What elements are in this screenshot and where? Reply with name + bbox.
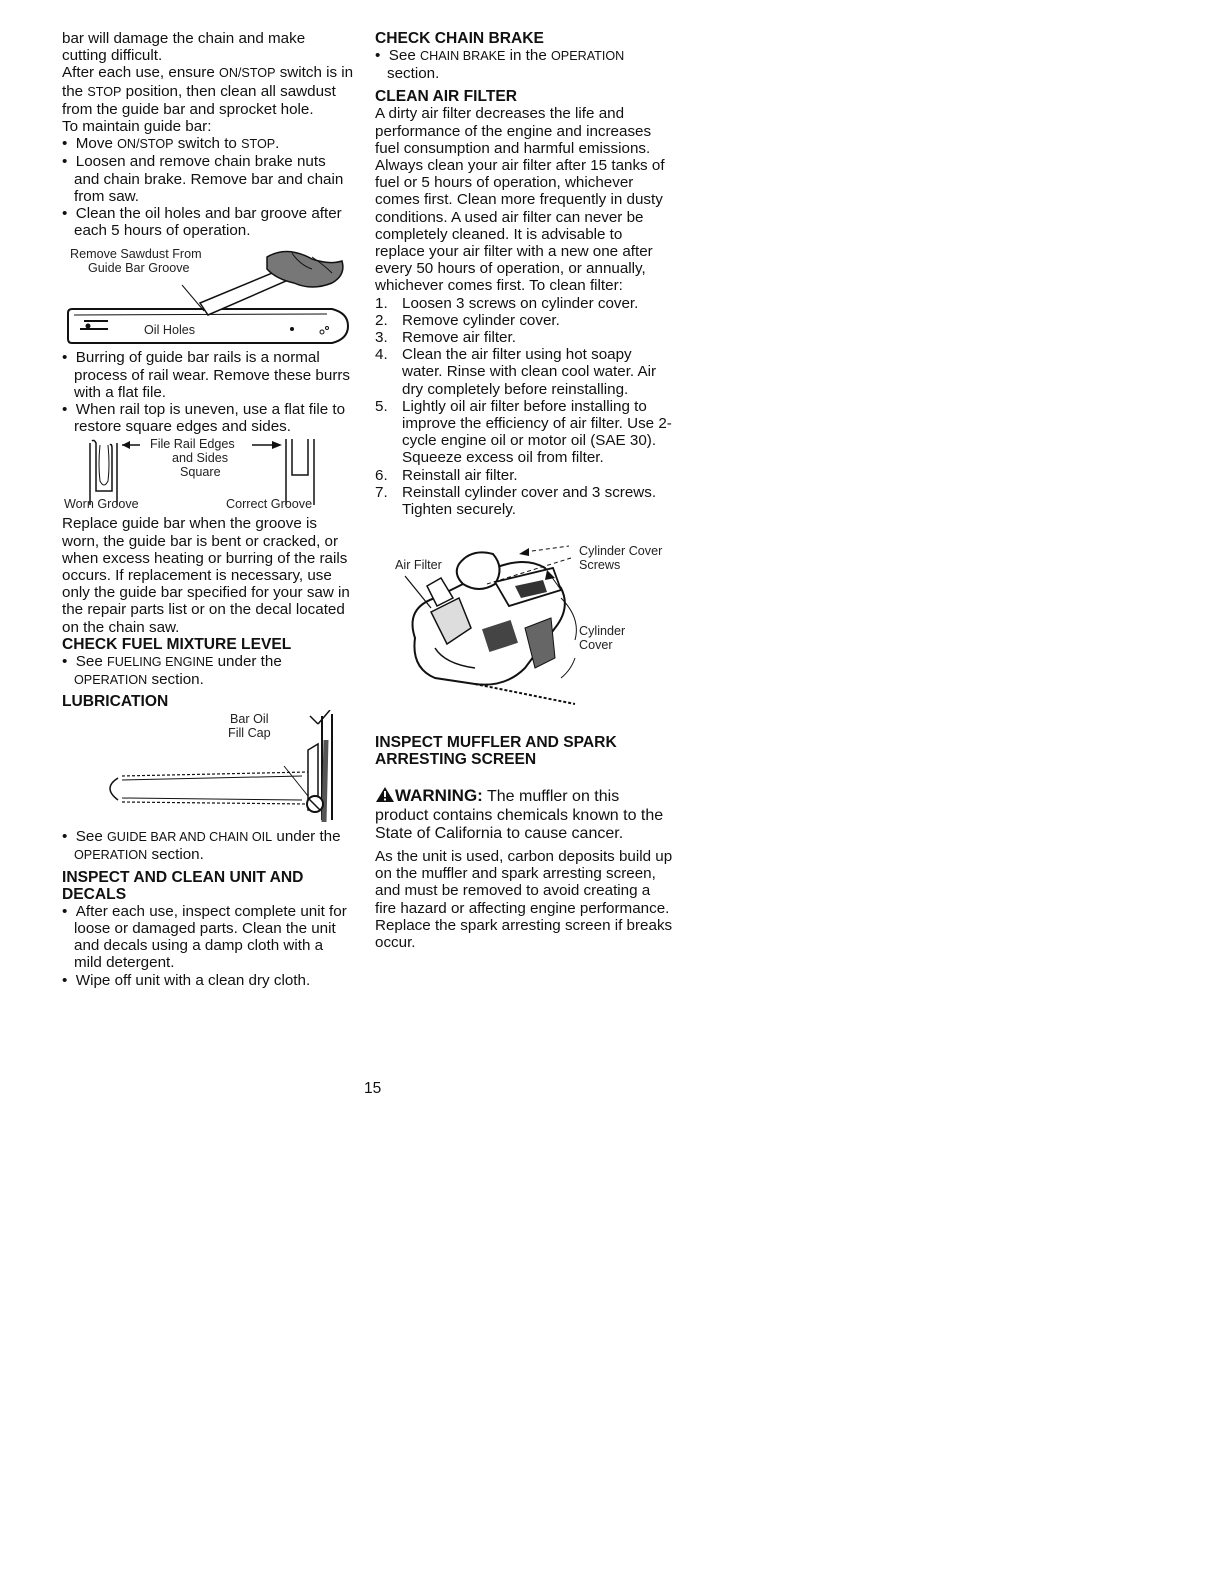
warning-icon <box>375 786 395 807</box>
warning-notice: WARNING: The muffler on this product contains chemicals known to the State of California to cause cancer. <box>375 786 664 842</box>
step-item: 1. Loosen 3 screws on cylinder cover. <box>375 294 639 312</box>
square-label: Square <box>180 465 221 480</box>
step-item: 4. Clean the air filter using hot soapy water. Rinse with clean cool water. Air dry completely before reinstalling. <box>375 346 657 398</box>
air-filter-label: Air Filter <box>395 558 442 573</box>
air-filter-steps <box>375 295 675 519</box>
bullet-move-switch: • Move ON/STOP switch to STOP. <box>62 135 280 153</box>
paragraph-replace-screen: Replace the spark arresting screen if breaks occur. <box>375 916 673 951</box>
heading-check-fuel: CHECK FUEL MIXTURE LEVEL <box>62 635 292 653</box>
oil-holes-label: Oil Holes <box>144 323 196 338</box>
heading-check-chain-brake: CHECK CHAIN BRAKE <box>375 30 544 47</box>
step-item: 6. Reinstall air filter. <box>375 466 518 484</box>
guide-bar-sawdust-figure <box>62 239 354 345</box>
fill-cap-label: Fill Cap <box>228 726 271 741</box>
bullet-wipe-unit: • Wipe off unit with a clean dry cloth. <box>62 971 311 989</box>
and-sides-label: and Sides <box>172 451 229 466</box>
bullet-rail-uneven: • When rail top is uneven, use a flat file to restore square edges and sides. <box>62 401 346 436</box>
page-number: 15 <box>364 1080 382 1097</box>
paragraph-carbon-deposits: As the unit is used, carbon deposits build up on the muffler and spark arresting screen, and must be removed to avoid creating a fire hazard or affecting engine performance. <box>375 847 673 917</box>
right-column <box>375 30 675 951</box>
heading-lubrication: LUBRICATION <box>62 693 169 711</box>
step-item: 3. Remove air filter. <box>375 329 516 347</box>
file-rail-edges-label: File Rail Edges <box>150 437 235 452</box>
bullet-inspect-unit: • After each use, inspect complete unit for loose or damaged parts. Clean the unit and decals using a damp cloth with a mild detergent. <box>62 902 347 972</box>
groove-profile-figure <box>62 435 354 515</box>
bar-oil-label: Bar Oil <box>230 712 269 727</box>
paragraph-bar-damage: bar will damage the chain and make cutting difficult. <box>62 30 306 65</box>
bullet-see-chain-brake: • See CHAIN BRAKE in the OPERATION section. <box>375 47 625 83</box>
bar-oil-fill-cap-illustration <box>62 710 354 828</box>
remove-sawdust-label: Remove Sawdust From <box>70 247 202 262</box>
paragraph-maintain-intro: To maintain guide bar: <box>62 118 212 136</box>
bullet-loosen-brake: • Loosen and remove chain brake nuts and chain brake. Remove bar and chain from saw. <box>62 153 344 205</box>
heading-inspect-clean: INSPECT AND CLEAN UNIT AND DECALS <box>62 868 304 903</box>
worn-groove-label: Worn Groove <box>64 497 139 512</box>
cylinder-cover-figure <box>375 528 675 708</box>
bar-oil-figure <box>62 710 354 828</box>
paragraph-replace-bar: Replace guide bar when the groove is worn, the guide bar is bent or cracked, or when excess heating or burring of the rails occurs. If replacement is necessary, use only the guide bar specified for your saw in the repair parts list or on the decal located on the chain saw. <box>62 515 350 636</box>
step-item: 5. Lightly oil air filter before installing to improve the efficiency of air filter. Use 2-cycle engine oil or motor oil (SAE 30). Squeeze excess oil from filter. <box>375 397 672 467</box>
bullet-see-guide-bar-oil: • See GUIDE BAR AND CHAIN OIL under the OPERATION section. <box>62 828 341 864</box>
guide-bar-groove-label: Guide Bar Groove <box>88 261 190 276</box>
correct-groove-label: Correct Groove <box>226 497 313 512</box>
bullet-see-fueling: • See FUELING ENGINE under the OPERATION section. <box>62 652 282 689</box>
step-item: 7. Reinstall cylinder cover and 3 screws. Tighten securely. <box>375 483 657 519</box>
paragraph-air-filter: A dirty air filter decreases the life and performance of the engine and increases fuel consumption and harmful emissions. Always clean your air filter after 15 tanks of fuel or 5 hours of operation, whichever comes first. Clean more frequently in dusty conditions. A used air filter can never be completely cleaned. It is advisable to replace your air filter with a new one after every 50 hours of operation, or annually, whichever comes first. To clean filter: <box>375 105 665 295</box>
cover-label: Cover <box>579 638 613 653</box>
paragraph-after-use: After each use, ensure ON/STOP switch is in the STOP position, then clean all sawdust from the guide bar and sprocket hole. <box>62 64 354 118</box>
heading-clean-air-filter: CLEAN AIR FILTER <box>375 88 518 106</box>
heading-inspect-muffler: INSPECT MUFFLER AND SPARK ARRESTING SCREEN <box>375 734 617 769</box>
bullet-clean-oil-holes: • Clean the oil holes and bar groove after each 5 hours of operation. <box>62 205 342 240</box>
step-item: 2. Remove cylinder cover. <box>375 311 560 329</box>
cylinder-label: Cylinder <box>579 624 626 639</box>
bullet-burring: • Burring of guide bar rails is a normal process of rail wear. Remove these burrs with a flat file. <box>62 349 351 401</box>
left-column <box>62 30 354 989</box>
screws-label: Screws <box>579 558 621 573</box>
cylinder-cover-screws-label: Cylinder Cover <box>579 544 663 559</box>
